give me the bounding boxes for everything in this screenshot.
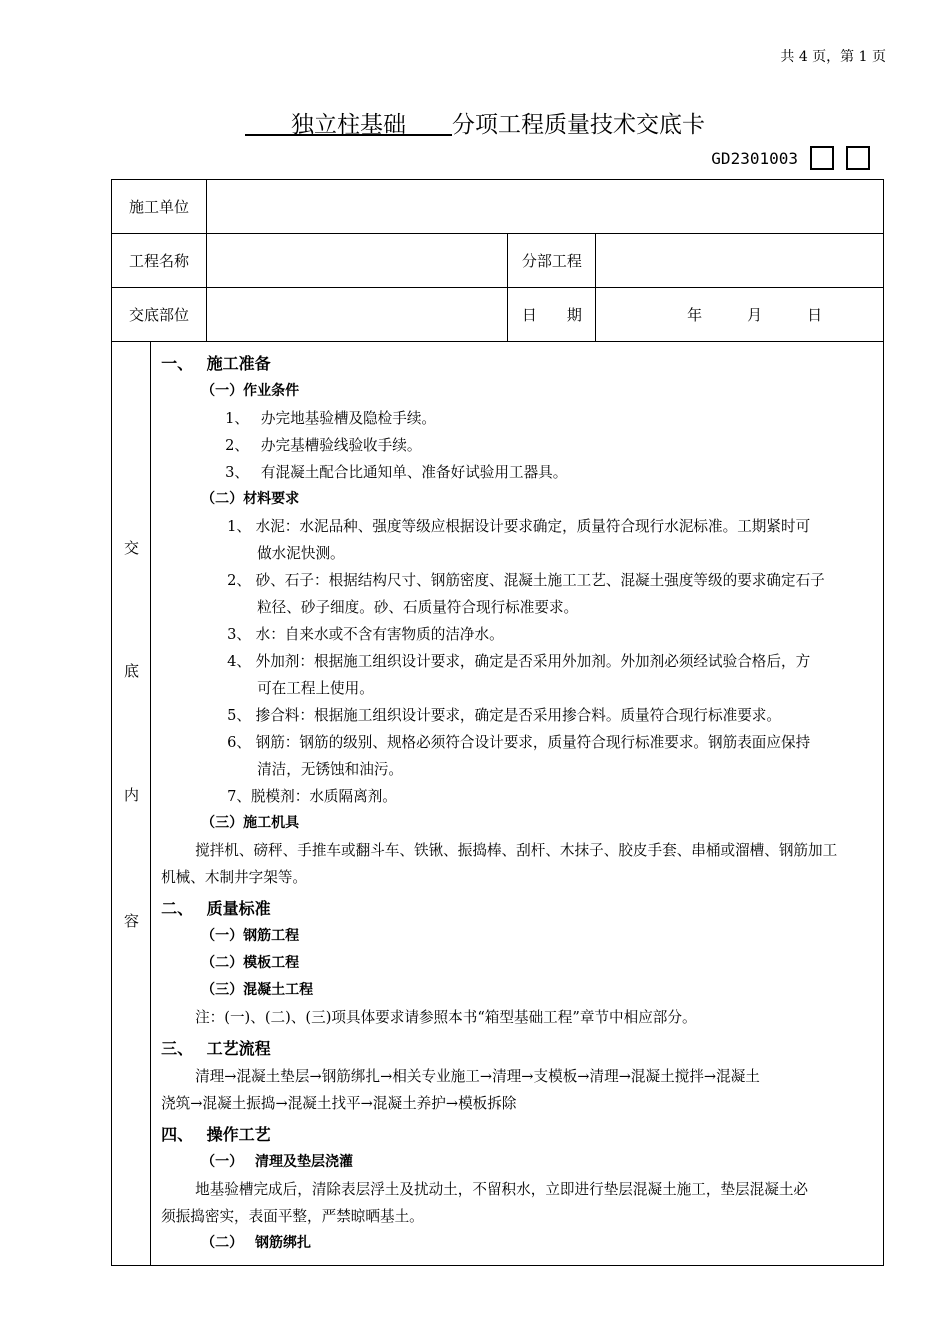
list-item: 1、 办完地基验槽及隐检手续。 (225, 410, 437, 427)
project-field[interactable] (206, 234, 507, 288)
list-item-continuation: 粒径、砂子细度。砂、石质量符合现行标准要求。 (257, 599, 579, 616)
side-char-4: 容 (123, 912, 139, 930)
disclosure-form-table (111, 179, 884, 1266)
section-1-1-title: （一）作业条件 (201, 383, 300, 399)
list-item: 3、 有混凝土配合比通知单、准备好试验用工器具。 (225, 464, 568, 481)
location-label: 交底部位 (112, 288, 207, 342)
list-item: 5、 掺合料：根据施工组织设计要求，确定是否采用掺合料。质量符合现行标准要求。 (227, 707, 781, 724)
list-item: 2、 办完基槽验线验收手续。 (225, 437, 422, 454)
section-4-title: 四、 操作工艺 (161, 1125, 271, 1144)
list-item-continuation: 清洁，无锈蚀和油污。 (257, 761, 404, 778)
project-label: 工程名称 (112, 234, 207, 288)
row-construction-unit (112, 180, 884, 234)
checkbox-2[interactable] (846, 146, 870, 170)
row-content (112, 342, 884, 1266)
side-char-2: 底 (123, 662, 139, 680)
content-body (151, 342, 884, 1266)
paragraph: 地基验槽完成后，清除表层浮土及扰动土，不留积水，立即进行垫层混凝土施工，垫层混凝土必 (195, 1181, 809, 1198)
date-field[interactable]: 年 月 日 (596, 288, 884, 342)
section-1-3-title: （三）施工机具 (201, 815, 300, 831)
section-2-item: （三）混凝土工程 (201, 982, 314, 998)
section-2-item: （一）钢筋工程 (201, 928, 300, 944)
unit-label: 施工单位 (112, 180, 207, 234)
list-item-continuation: 做水泥快测。 (257, 545, 345, 562)
title-subject-underlined (245, 112, 452, 138)
unit-field[interactable] (206, 180, 883, 234)
side-char-3: 内 (123, 786, 139, 804)
division-label: 分部工程 (508, 234, 596, 288)
title-suffix: 分项工程质量技术交底卡 (452, 112, 705, 138)
section-3-title: 三、 工艺流程 (161, 1039, 271, 1058)
division-field[interactable] (596, 234, 884, 288)
section-4-1-title: （一） 清理及垫层浇灌 (201, 1154, 353, 1170)
code-text: GD2301003 (711, 148, 798, 168)
side-label-content (112, 342, 151, 1266)
list-item: 1、 水泥：水泥品种、强度等级应根据设计要求确定，质量符合现行水泥标准。工期紧时可 (227, 518, 811, 535)
paragraph: 搅拌机、磅秤、手推车或翻斗车、铁锹、振捣棒、刮杆、木抹子、胶皮手套、串桶或溜槽、钢筋加工 (195, 842, 838, 859)
section-1-2-title: （二）材料要求 (201, 491, 300, 507)
location-field[interactable] (206, 288, 507, 342)
section-2-item: （二）模板工程 (201, 955, 300, 971)
section-2-title: 二、 质量标准 (161, 899, 271, 918)
list-item: 2、 砂、石子：根据结构尺寸、钢筋密度、混凝土施工工艺、混凝土强度等级的要求确定石子 (227, 572, 825, 589)
checkbox-1[interactable] (810, 146, 834, 170)
page-count: 共 4 页，第 1 页 (780, 49, 886, 65)
row-location (112, 288, 884, 342)
list-item: 3、 水：自来水或不含有害物质的洁净水。 (227, 626, 504, 643)
paragraph-continuation: 须振捣密实，表面平整，严禁晾晒基土。 (161, 1208, 424, 1225)
document-code (711, 146, 870, 170)
list-item-continuation: 可在工程上使用。 (257, 680, 374, 697)
side-char-1: 交 (123, 539, 139, 557)
title-subject: 独立柱基础 (291, 112, 406, 138)
list-item: 4、 外加剂：根据施工组织设计要求，确定是否采用外加剂。外加剂必须经试验合格后，方 (227, 653, 811, 670)
paragraph-continuation: 机械、木制井字架等。 (161, 869, 308, 886)
list-item: 6、 钢筋：钢筋的级别、规格必须符合设计要求，质量符合现行标准要求。钢筋表面应保持 (227, 734, 811, 751)
date-label: 日 期 (508, 288, 596, 342)
note: 注：(一)、(二)、(三)项具体要求请参照本书“箱型基础工程”章节中相应部分。 (195, 1009, 697, 1026)
paragraph: 清理→混凝土垫层→钢筋绑扎→相关专业施工→清理→支模板→清理→混凝土搅拌→混凝土 (195, 1068, 760, 1085)
section-4-2-title: （二） 钢筋绑扎 (201, 1235, 311, 1251)
page-title (0, 106, 950, 139)
row-project-name (112, 234, 884, 288)
list-item: 7、脱模剂：水质隔离剂。 (227, 788, 397, 805)
section-1-title: 一、 施工准备 (161, 354, 271, 373)
paragraph-continuation: 浇筑→混凝土振捣→混凝土找平→混凝土养护→模板拆除 (161, 1095, 517, 1112)
